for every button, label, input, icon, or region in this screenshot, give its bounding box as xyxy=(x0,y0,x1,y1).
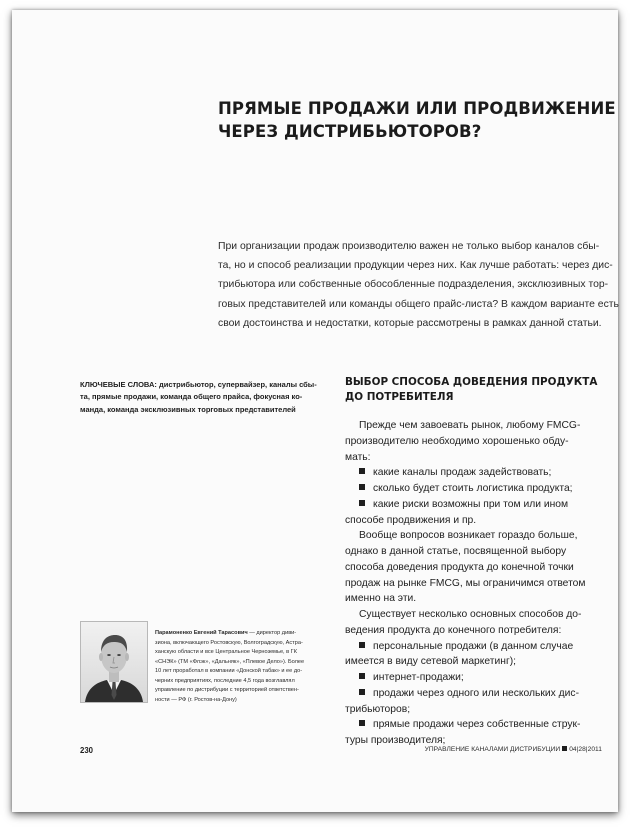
author-bio-line: ности — РФ (г. Ростов-на-Дону) xyxy=(155,696,237,703)
author-bio-line: черних предприятиях, последние 4,5 года возглавлял xyxy=(155,677,295,684)
author-name: Парамоненко Евгений Тарасович xyxy=(155,630,248,636)
journal-name: УПРАВЛЕНИЕ КАНАЛАМИ ДИСТРИБУЦИИ xyxy=(424,746,561,753)
author-bio-text: — директор диви- xyxy=(247,630,297,636)
body-line: производителю необходимо хорошенько обду- xyxy=(345,435,569,447)
article-title-line: ЧЕРЕЗ ДИСТРИБЬЮТОРОВ? xyxy=(218,122,482,141)
body-line: Вообще вопросов возникает гораздо больше, xyxy=(359,530,578,542)
keywords-block xyxy=(80,379,330,416)
bullet-text: персональные продажи (в данном случае xyxy=(373,640,574,652)
body-line: способе продвижения и пр. xyxy=(345,514,477,526)
author-portrait-icon xyxy=(81,622,147,702)
lead-line: При организации продаж производителю важен не только выбор каналов сбы- xyxy=(218,241,600,252)
bullet-item xyxy=(345,670,595,686)
body-line: способа доведения продукта до конечной точки xyxy=(345,561,574,573)
author-bio-line xyxy=(155,629,325,639)
bullet-text: прямые продажи через собственные струк- xyxy=(373,719,581,731)
bullet-text: сколько будет стоить логистика продукта; xyxy=(373,483,573,494)
lead-line: та, но и способ реализации продукции через них. Как лучше работать: через дис- xyxy=(218,260,613,272)
body-line: имеется в виду сетевой маркетинг); xyxy=(345,656,516,668)
article-title-line: ПРЯМЫЕ ПРОДАЖИ ИЛИ ПРОДВИЖЕНИЕ xyxy=(218,99,616,118)
bullet-square-icon xyxy=(359,500,365,506)
author-bio xyxy=(155,629,325,705)
lead-line: свои достоинства и недостатки, которые рассмотрены в рамках данной статьи. xyxy=(218,317,602,329)
body-line: Прежде чем завоевать рынок, любому FMCG- xyxy=(359,420,581,431)
article-lead xyxy=(218,237,619,333)
keywords-line: манда, команда эксклюзивных торговых представителей xyxy=(80,404,296,414)
bullet-item xyxy=(345,686,595,702)
section-body xyxy=(345,418,595,749)
keywords-line: та, прямые продажи, команда общего прайса, фокусная ко- xyxy=(80,392,303,402)
lead-line: трибьютора или собственные обособленные подразделения, эксклюзивных тор- xyxy=(218,279,609,291)
bullet-item xyxy=(345,497,595,513)
author-bio-line: зиона, включающего Ростовскую, Волгоградскую, Астра- xyxy=(155,639,303,646)
bullet-square-icon xyxy=(359,468,365,474)
keywords-line: КЛЮЧЕВЫЕ СЛОВА: дистрибьютор, супервайзер, каналы сбы- xyxy=(80,380,317,389)
body-line: туры производителя; xyxy=(345,735,446,746)
body-line: именно на эти. xyxy=(345,593,417,605)
bullet-text: продажи через одного или нескольких дис- xyxy=(373,687,580,699)
body-line: продаж на рынке FMCG, мы ограничимся ответом xyxy=(345,577,586,589)
bullet-square-icon xyxy=(359,484,365,490)
bullet-item xyxy=(345,717,595,733)
body-line: мать: xyxy=(345,451,371,463)
bullet-text: какие риски возможны при том или ином xyxy=(373,498,569,510)
issue-number: 04|28|2011 xyxy=(569,746,602,753)
bullet-item xyxy=(345,481,595,497)
bullet-square-icon xyxy=(359,720,365,726)
section-heading xyxy=(345,375,605,405)
bullet-item xyxy=(345,639,595,655)
author-bio-line: «СНЭК» (ТМ «Флэк», «Дальняк», «Плевое Дело»). Более xyxy=(155,658,305,665)
bullet-text: какие каналы продаж задействовать; xyxy=(373,467,552,479)
bullet-text: интернет-продажи; xyxy=(373,672,464,683)
running-footer xyxy=(398,746,602,753)
bullet-square-icon xyxy=(359,642,365,648)
article-title xyxy=(218,97,616,143)
page-number: 230 xyxy=(80,746,94,755)
body-line: однако в данной статье, посвященной выбору xyxy=(345,546,567,557)
section-heading-line: ВЫБОР СПОСОБА ДОВЕДЕНИЯ ПРОДУКТА xyxy=(345,376,598,388)
author-bio-line: управление по дистрибуции с территорией ответствен- xyxy=(155,687,299,693)
bullet-item xyxy=(345,465,595,481)
author-bio-line: 10 лет проработал в компании «Донской табак» и ее до- xyxy=(155,668,303,674)
body-line: ведения продукта до конечного потребителя: xyxy=(345,624,562,636)
body-line: трибьюторов; xyxy=(345,703,411,715)
bullet-square-icon xyxy=(359,673,365,679)
lead-line: говых представителей или команды общего прайс-листа? В каждом варианте есть xyxy=(218,298,619,310)
footer-square-icon xyxy=(562,746,567,751)
author-photo xyxy=(80,621,148,703)
body-line: Существует несколько основных способов до- xyxy=(359,609,582,620)
author-bio-line: ханскую области и все Центральное Черноземье, в ГК xyxy=(155,649,297,655)
bullet-square-icon xyxy=(359,689,365,695)
section-heading-line: ДО ПОТРЕБИТЕЛЯ xyxy=(345,391,454,404)
